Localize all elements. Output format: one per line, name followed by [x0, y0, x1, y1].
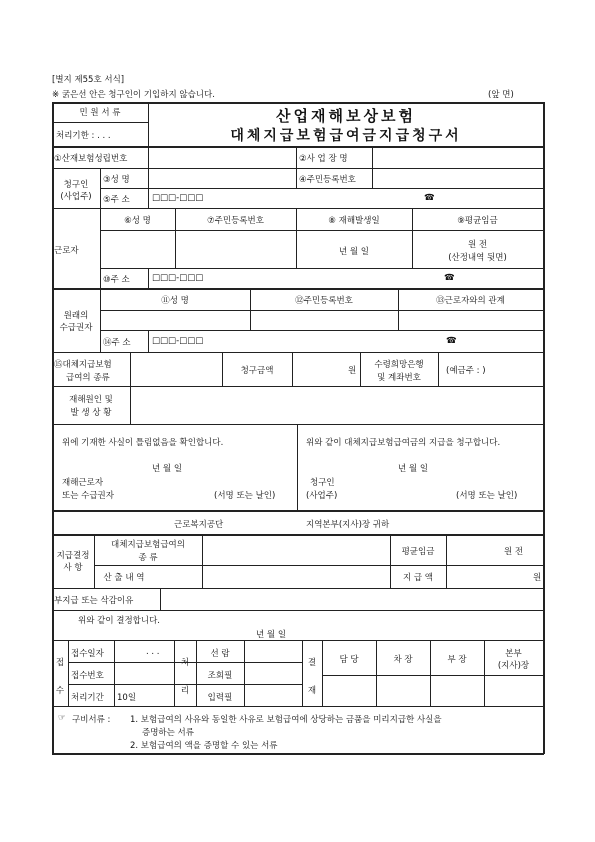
claim-amount-unit: 원 — [348, 366, 357, 376]
receipt-label: 접 — [55, 658, 65, 668]
bank-label: 수령희망은행 — [374, 360, 424, 370]
worker-accident-date: 년 월 일 — [338, 247, 370, 257]
claim-amount-label: 청구금액 — [240, 366, 274, 376]
worker-wage-header: ⑨평균임금 — [457, 216, 498, 226]
decision-calc-label: 산 출 내 역 — [103, 573, 145, 583]
confirm-left-sign: (서명 또는 날인) — [214, 491, 276, 501]
claimant-label: 청구인 — [63, 180, 89, 190]
inquiry-label: 조회필 — [207, 671, 233, 681]
phone-icon: ☎ — [446, 336, 457, 346]
claimant-postal: □□□-□□□ — [152, 193, 204, 203]
recipient-postal: □□□-□□□ — [152, 336, 204, 346]
approver-staff: 담 당 — [339, 655, 359, 665]
depositor-field: (예금주 : ) — [446, 366, 486, 376]
required-doc-1-cont: 증명하는 서류 — [142, 728, 194, 738]
addressee-branch: 지역본부(지사)장 귀하 — [306, 520, 390, 530]
minwon-label: 민 원 서 류 — [79, 108, 121, 118]
form-number: [별지 제55호 서식] — [52, 75, 125, 85]
worker-postal: □□□-□□□ — [152, 273, 204, 283]
approver-head: 본부 — [505, 649, 522, 659]
confirm-right-who: 청구인 — [310, 478, 335, 488]
confirm-left-who: 재해근로자 — [62, 478, 104, 488]
worker-label: 근로자 — [54, 246, 79, 256]
decision-benefit-sub: 종 류 — [138, 553, 158, 563]
benefit-type-label: ⑮대체지급보험 — [54, 360, 112, 370]
confirm-right-text: 위와 같이 대체지급보험급여금의 지급을 청구합니다. — [306, 438, 501, 448]
decision-avg-wage-unit: 원 전 — [504, 547, 524, 557]
receipt-period-label: 처리기간 — [71, 693, 104, 703]
claimant-sublabel: (사업주) — [60, 192, 92, 202]
entry-label: 입력필 — [207, 693, 233, 703]
confirm-right-date: 년 월 일 — [398, 464, 429, 474]
receipt-period-value: 10일 — [117, 693, 137, 703]
deadline-field: 처리기한 : . . . — [56, 131, 111, 141]
process-label: 처 — [180, 658, 190, 668]
decision-pay-unit: 원 — [533, 573, 542, 583]
worker-address-label: ⑩주 소 — [103, 275, 130, 285]
confirm-left-text: 위에 기재한 사실이 틀림없음을 확인합니다. — [62, 438, 224, 448]
confirm-right-who2: (사업주) — [306, 491, 338, 501]
decision-pay-label: 지 급 액 — [402, 573, 434, 583]
approver-deputy: 차 장 — [393, 655, 413, 665]
required-docs-label: 구비서류 : — [72, 715, 111, 725]
decision-label: 지급결정 — [56, 551, 90, 561]
receipt-label2: 수 — [55, 686, 65, 696]
phone-icon: ☎ — [424, 193, 435, 203]
benefit-type-sublabel: 급여의 종류 — [66, 373, 110, 383]
workplace-label: ②사 업 장 명 — [299, 154, 348, 164]
receipt-number-label: 접수번호 — [71, 671, 104, 681]
confirm-left-date: 년 월 일 — [152, 464, 183, 474]
confirm-right-sign: (서명 또는 날인) — [456, 491, 518, 501]
cause-label: 재해원인 및 — [69, 395, 113, 405]
recipient-relation-header: ⑬근로자와의 관계 — [436, 296, 505, 306]
recipient-resident-header: ⑫주민등록번호 — [295, 296, 353, 306]
insurance-no-label: ①산재보험성립번호 — [54, 154, 128, 164]
worker-name-header: ⑥성 명 — [124, 216, 151, 226]
decision-benefit-type: 대체지급보험급여의 — [111, 540, 185, 550]
decision-sublabel: 사 항 — [63, 563, 83, 573]
approver-head-sub: (지사)장 — [497, 661, 530, 671]
decision-avg-wage-label: 평균임금 — [401, 547, 435, 557]
claimant-address-label: ⑤주 소 — [103, 195, 130, 205]
review-label: 선 람 — [210, 649, 230, 659]
worker-resident-header: ⑦주민등록번호 — [207, 216, 264, 226]
claimant-resident-label: ④주민등록번호 — [299, 175, 356, 185]
worker-wage-unit: 원 전 — [467, 240, 488, 250]
required-doc-1: 1. 보험급여의 사유와 동일한 사유로 보험급여에 상당하는 금품을 미리지급한 사실을 — [130, 715, 442, 725]
account-label: 및 계좌번호 — [377, 373, 421, 383]
page-side: (앞 면) — [488, 90, 514, 100]
form-title-line2: 대체지급보험급여금지급청구서 — [230, 128, 462, 144]
decided-date: 년 월 일 — [256, 630, 287, 640]
addressee-org: 근로복지공단 — [174, 520, 224, 530]
receipt-date-value: . . . — [146, 647, 160, 657]
receipt-date-label: 접수일자 — [71, 649, 104, 659]
decided-text: 위와 같이 결정합니다. — [78, 616, 161, 626]
confirm-left-who2: 또는 수급권자 — [62, 491, 114, 501]
worker-accident-date-header: ⑧ 재해발생일 — [328, 216, 380, 226]
cause-sublabel: 발 생 상 황 — [70, 408, 112, 418]
form-title-line1: 산업재해보상보험 — [276, 107, 416, 125]
phone-icon: ☎ — [444, 273, 455, 283]
worker-wage-note: (산정내역 뒷면) — [448, 253, 507, 263]
pointer-icon: ☞ — [58, 713, 66, 723]
header-note: ※ 굵은선 안은 청구인이 기입하지 않습니다. — [52, 90, 215, 100]
approval-label: 결 — [307, 658, 317, 668]
approver-manager: 부 장 — [447, 655, 467, 665]
approval-label2: 재 — [307, 686, 317, 696]
recipient-address-label: ⑭주 소 — [103, 338, 131, 348]
process-label2: 리 — [180, 686, 190, 696]
recipient-label: 원래의 — [63, 311, 89, 321]
required-doc-2: 2. 보험급여의 액을 증명할 수 있는 서류 — [130, 741, 278, 751]
recipient-sublabel: 수급권자 — [59, 323, 93, 333]
claimant-name-label: ③성 명 — [103, 175, 130, 185]
reduction-label: 부지급 또는 삭감이유 — [54, 596, 134, 606]
recipient-name-header: ⑪성 명 — [161, 296, 189, 306]
